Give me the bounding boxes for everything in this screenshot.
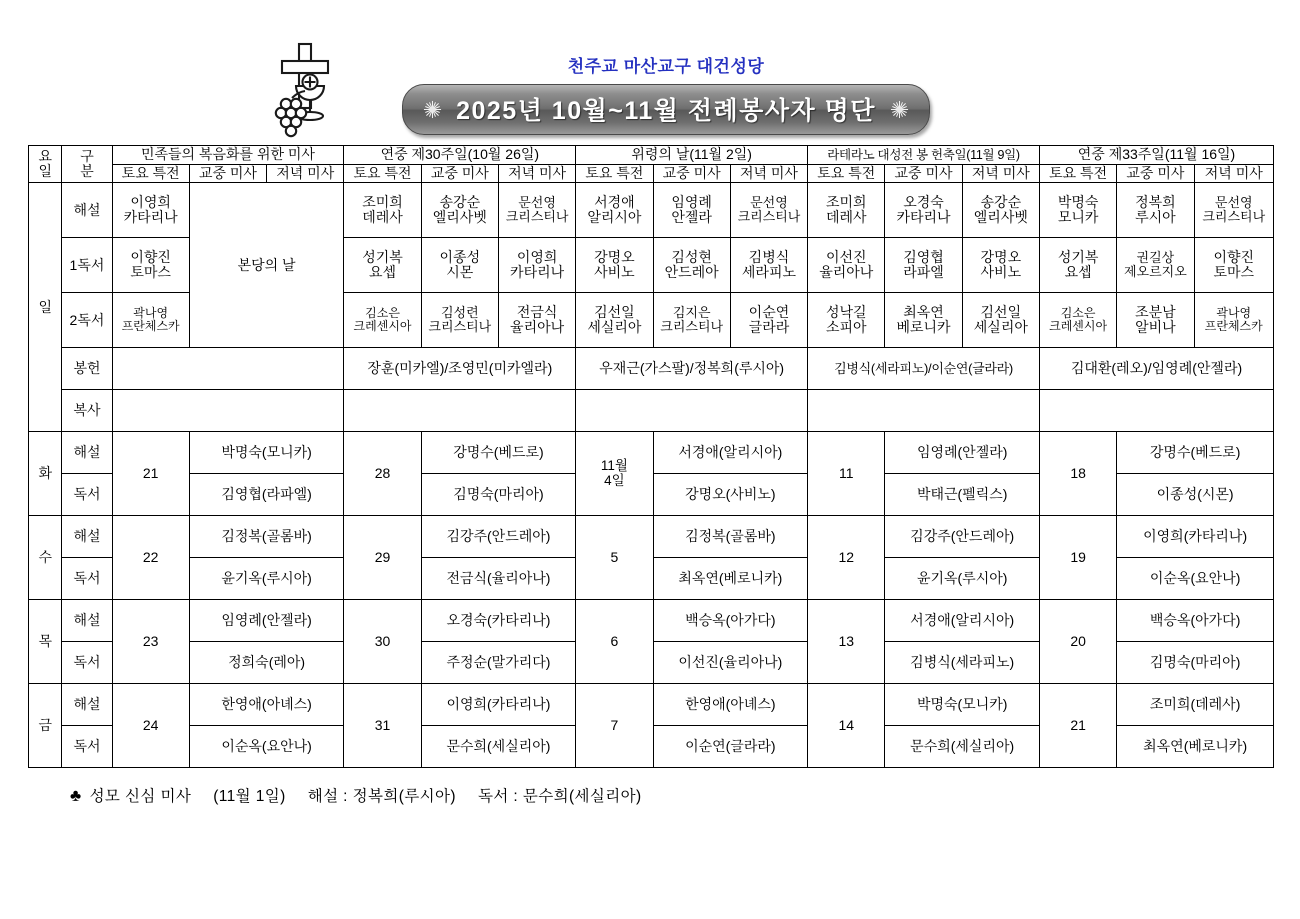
date-wed-4: 12 bbox=[808, 516, 885, 600]
mass-type-1-1: 토요 특전 bbox=[112, 164, 189, 183]
person-name: 김영협 bbox=[903, 248, 944, 265]
person-saint: 크리스티나 bbox=[1202, 209, 1266, 225]
person-saint: 안젤라 bbox=[671, 209, 712, 226]
person-name: 성기복 bbox=[1057, 248, 1099, 265]
cell-sunday-reading1-4 bbox=[498, 238, 575, 293]
cell-sunday-reading2-13 bbox=[1194, 293, 1273, 348]
person-name: 조미희 bbox=[362, 193, 403, 210]
cell-sunday-reading1-11 bbox=[1039, 238, 1116, 293]
footnote-date: (11월 1일) bbox=[213, 788, 286, 806]
person-saint: 토마스 bbox=[1213, 264, 1255, 281]
person-saint: 세실리아 bbox=[587, 319, 642, 336]
person-saint: 모니카 bbox=[1057, 209, 1099, 226]
sun-ornament-icon-right bbox=[890, 100, 909, 119]
cell-fri-3-narrator: 한영애(아녜스) bbox=[653, 684, 808, 726]
cell-sunday-narrator-2 bbox=[344, 183, 421, 238]
person-saint: 엘리사벳 bbox=[973, 209, 1028, 226]
person-saint: 크리스티나 bbox=[737, 209, 801, 225]
cell-sunday-narrator-1 bbox=[112, 183, 189, 238]
person-saint: 엘리사벳 bbox=[432, 209, 487, 226]
person-name: 오경숙 bbox=[903, 193, 944, 210]
person-saint: 글라라 bbox=[748, 319, 790, 336]
cell-sunday-narrator-12 bbox=[1117, 183, 1194, 238]
date-thu-4: 13 bbox=[808, 600, 885, 684]
cell-sunday-reading2-5 bbox=[576, 293, 653, 348]
mass-type-1-3: 저녁 미사 bbox=[267, 164, 344, 183]
mass-type-1-2: 교중 미사 bbox=[189, 164, 266, 183]
corner-division-text2: 분 bbox=[80, 163, 94, 180]
corner-weekday-text: 요 bbox=[38, 147, 52, 164]
role-label-wed-narrator: 해설 bbox=[62, 516, 112, 558]
person-name: 박명숙 bbox=[1057, 193, 1099, 210]
document-header bbox=[0, 0, 1300, 145]
cell-wed-1-narrator: 김정복(골롬바) bbox=[189, 516, 344, 558]
date-wed-3: 5 bbox=[576, 516, 653, 600]
cell-sunday-reading2-8 bbox=[808, 293, 885, 348]
role-label-tue-narrator: 해설 bbox=[62, 432, 112, 474]
person-name: 문선영 bbox=[1214, 194, 1253, 210]
person-name: 곽나영 bbox=[133, 305, 169, 320]
person-saint: 크리스티나 bbox=[505, 209, 569, 225]
person-saint: 요셉 bbox=[1064, 264, 1092, 281]
cell-fri-1-reader: 이순옥(요안나) bbox=[189, 726, 344, 768]
cell-tue-1-reader: 김영협(라파엘) bbox=[189, 474, 344, 516]
person-saint: 크레센시아 bbox=[353, 319, 412, 334]
date-tue-3: 11월 4일 bbox=[576, 432, 653, 516]
cell-thu-1-reader: 정희숙(레아) bbox=[189, 642, 344, 684]
person-name: 조미희 bbox=[825, 193, 867, 210]
person-name: 이영희 bbox=[516, 248, 558, 265]
header-text-block bbox=[366, 52, 966, 135]
role-label-narrator: 해설 bbox=[62, 183, 112, 238]
club-bullet-icon: ♣ bbox=[70, 786, 82, 806]
person-name: 권길상 bbox=[1136, 249, 1175, 265]
cell-altarserver-1 bbox=[112, 390, 344, 432]
cell-thu-3-narrator: 백승옥(아가다) bbox=[653, 600, 808, 642]
cell-sunday-reading2-12 bbox=[1117, 293, 1194, 348]
person-name: 이선진 bbox=[825, 248, 867, 265]
cell-thu-3-reader: 이선진(율리아나) bbox=[653, 642, 808, 684]
cell-wed-5-narrator: 이영희(카타리나) bbox=[1117, 516, 1274, 558]
cell-thu-4-reader: 김병식(세라피노) bbox=[885, 642, 1040, 684]
cell-tue-4-reader: 박태근(펠릭스) bbox=[885, 474, 1040, 516]
date-tue-1: 21 bbox=[112, 432, 189, 516]
cell-altarserver-2 bbox=[344, 390, 576, 432]
weekday-label-thu: 목 bbox=[29, 600, 62, 684]
person-saint: 데레사 bbox=[362, 209, 403, 226]
person-saint: 알비나 bbox=[1135, 319, 1176, 336]
cell-sunday-reading2-10 bbox=[962, 293, 1039, 348]
cell-sunday-narrator-4 bbox=[498, 183, 575, 238]
person-saint: 라파엘 bbox=[903, 264, 944, 281]
cross-chalice-grapes-icon bbox=[262, 42, 358, 140]
footnote-narrator: 해설 : 정복희(루시아) bbox=[307, 788, 456, 806]
person-name: 김선일 bbox=[980, 303, 1022, 320]
cell-tue-2-narrator: 강명수(베드로) bbox=[421, 432, 576, 474]
occasion-header-4: 라테라노 대성전 봉 헌축일(11월 9일) bbox=[808, 146, 1040, 165]
date-tue-2: 28 bbox=[344, 432, 421, 516]
person-name: 김성련 bbox=[440, 304, 479, 320]
cell-offering-5: 김대환(레오)/임영례(안젤라) bbox=[1039, 348, 1273, 390]
mass-type-4-2: 교중 미사 bbox=[885, 164, 962, 183]
role-label-tue-reader: 독서 bbox=[62, 474, 112, 516]
cell-wed-5-reader: 이순옥(요안나) bbox=[1117, 558, 1274, 600]
cell-tue-2-reader: 김명숙(마리아) bbox=[421, 474, 576, 516]
cell-sunday-reading1-1 bbox=[112, 238, 189, 293]
corner-weekday-label bbox=[29, 146, 62, 183]
cell-sunday-reading2-11 bbox=[1039, 293, 1116, 348]
person-name: 정복희 bbox=[1135, 193, 1176, 210]
cell-sunday-reading1-8 bbox=[808, 238, 885, 293]
person-saint: 프란체스카 bbox=[121, 319, 180, 334]
cell-sunday-reading1-12 bbox=[1117, 238, 1194, 293]
date-thu-3: 6 bbox=[576, 600, 653, 684]
person-saint: 세라피노 bbox=[741, 264, 797, 281]
cell-fri-4-narrator: 박명숙(모니카) bbox=[885, 684, 1040, 726]
cell-sunday-reading1-10 bbox=[962, 238, 1039, 293]
cell-fri-2-reader: 문수희(세실리아) bbox=[421, 726, 576, 768]
person-saint: 안드레아 bbox=[664, 264, 719, 281]
person-name: 임영례 bbox=[671, 193, 712, 210]
cell-tue-5-reader: 이종성(시몬) bbox=[1117, 474, 1274, 516]
cell-sunday-narrator-10 bbox=[962, 183, 1039, 238]
person-name: 김지은 bbox=[672, 304, 711, 320]
date-fri-3: 7 bbox=[576, 684, 653, 768]
occasion-header-5: 연중 제33주일(11월 16일) bbox=[1039, 146, 1273, 165]
cell-sunday-narrator-13 bbox=[1194, 183, 1273, 238]
date-fri-4: 14 bbox=[808, 684, 885, 768]
role-label-thu-narrator: 해설 bbox=[62, 600, 112, 642]
cell-wed-4-narrator: 김강주(안드레아) bbox=[885, 516, 1040, 558]
date-wed-2: 29 bbox=[344, 516, 421, 600]
role-label-reading2: 2독서 bbox=[62, 293, 112, 348]
cell-offering-4: 김병식(세라피노)/이순연(글라라) bbox=[808, 348, 1040, 390]
person-saint: 카타리나 bbox=[123, 209, 178, 226]
role-label-thu-reader: 독서 bbox=[62, 642, 112, 684]
cell-sunday-reading1-5 bbox=[576, 238, 653, 293]
cell-tue-1-narrator: 박명숙(모니카) bbox=[189, 432, 344, 474]
person-saint: 세실리아 bbox=[973, 319, 1028, 336]
table-header-occasions bbox=[29, 146, 1274, 165]
cell-wed-4-reader: 윤기옥(루시아) bbox=[885, 558, 1040, 600]
cell-fri-5-narrator: 조미희(데레사) bbox=[1117, 684, 1274, 726]
cell-sunday-narrator-11 bbox=[1039, 183, 1116, 238]
cell-thu-5-reader: 김명숙(마리아) bbox=[1117, 642, 1274, 684]
role-label-altarserver: 복사 bbox=[62, 390, 112, 432]
person-name: 김성현 bbox=[671, 248, 712, 265]
cell-thu-1-narrator: 임영례(안젤라) bbox=[189, 600, 344, 642]
person-saint: 요셉 bbox=[369, 264, 397, 281]
mass-type-5-1: 토요 특전 bbox=[1039, 164, 1116, 183]
person-name: 최옥연 bbox=[903, 303, 944, 320]
footnote-reader: 독서 : 문수희(세실리아) bbox=[477, 788, 642, 806]
date-thu-2: 30 bbox=[344, 600, 421, 684]
sunday-day-label: 일 bbox=[29, 183, 62, 432]
cell-tue-5-narrator: 강명수(베드로) bbox=[1117, 432, 1274, 474]
cell-sunday-reading1-9 bbox=[885, 238, 962, 293]
cell-wed-2-narrator: 김강주(안드레아) bbox=[421, 516, 576, 558]
cell-sunday-reading2-3 bbox=[421, 293, 498, 348]
cell-altarserver-4 bbox=[808, 390, 1040, 432]
cell-altarserver-3 bbox=[576, 390, 808, 432]
title-banner bbox=[402, 84, 930, 135]
mass-type-5-2: 교중 미사 bbox=[1117, 164, 1194, 183]
cell-sunday-narrator-9 bbox=[885, 183, 962, 238]
person-name: 강명오 bbox=[594, 248, 635, 265]
mass-type-5-3: 저녁 미사 bbox=[1194, 164, 1273, 183]
person-saint: 베로니카 bbox=[896, 319, 951, 336]
person-name: 김소은 bbox=[365, 305, 400, 320]
sunday-row-narrator bbox=[29, 183, 1274, 238]
cell-sunday-narrator-7 bbox=[730, 183, 807, 238]
person-saint: 사비노 bbox=[980, 264, 1022, 281]
person-name: 이종성 bbox=[439, 248, 481, 265]
mass-type-4-3: 저녁 미사 bbox=[962, 164, 1039, 183]
cell-sunday-reading2-1 bbox=[112, 293, 189, 348]
person-name: 이향진 bbox=[1213, 248, 1255, 265]
mass-type-3-1: 토요 특전 bbox=[576, 164, 653, 183]
schedule-table bbox=[28, 145, 1274, 768]
occasion-header-1: 민족들의 복음화를 위한 미사 bbox=[112, 146, 344, 165]
person-saint: 소피아 bbox=[825, 319, 867, 336]
cell-sunday-reading1-2 bbox=[344, 238, 421, 293]
sunday-row-altarserver bbox=[29, 390, 1274, 432]
cell-sunday-reading2-7 bbox=[730, 293, 807, 348]
cell-sunday-reading2-4 bbox=[498, 293, 575, 348]
person-saint: 크레센시아 bbox=[1049, 319, 1108, 334]
date-wed-5: 19 bbox=[1039, 516, 1116, 600]
person-name: 전금식 bbox=[516, 303, 558, 320]
cell-altarserver-5 bbox=[1039, 390, 1273, 432]
weekday-label-tue: 화 bbox=[29, 432, 62, 516]
cell-thu-4-narrator: 서경애(알리시아) bbox=[885, 600, 1040, 642]
person-name: 김소은 bbox=[1060, 305, 1096, 320]
cell-tue-3-narrator: 서경애(알리시아) bbox=[653, 432, 808, 474]
table-header-mass-types bbox=[29, 164, 1274, 183]
cell-sunday-narrator-8 bbox=[808, 183, 885, 238]
weekday-tue-row-narrator bbox=[29, 432, 1274, 474]
mass-type-3-3: 저녁 미사 bbox=[730, 164, 807, 183]
person-name: 성낙길 bbox=[825, 303, 867, 320]
weekday-fri-row-narrator bbox=[29, 684, 1274, 726]
date-tue-5: 18 bbox=[1039, 432, 1116, 516]
person-saint: 시몬 bbox=[446, 264, 474, 281]
person-saint: 토마스 bbox=[130, 264, 171, 281]
date-tue-4: 11 bbox=[808, 432, 885, 516]
date-fri-5: 21 bbox=[1039, 684, 1116, 768]
cell-offering-3: 우재근(가스팔)/정복희(루시아) bbox=[576, 348, 808, 390]
role-label-offering: 봉헌 bbox=[62, 348, 112, 390]
cell-sunday-reading1-6 bbox=[653, 238, 730, 293]
weekday-label-fri: 금 bbox=[29, 684, 62, 768]
person-name: 이순연 bbox=[748, 303, 790, 320]
cell-fri-3-reader: 이순연(글라라) bbox=[653, 726, 808, 768]
person-name: 문선영 bbox=[750, 194, 788, 210]
person-saint: 데레사 bbox=[825, 209, 867, 226]
date-fri-1: 24 bbox=[112, 684, 189, 768]
cell-wed-2-reader: 전금식(율리아나) bbox=[421, 558, 576, 600]
person-name: 성기복 bbox=[362, 248, 403, 265]
cell-fri-5-reader: 최옥연(베로니카) bbox=[1117, 726, 1274, 768]
cell-fri-1-narrator: 한영애(아녜스) bbox=[189, 684, 344, 726]
cell-sunday-reading1-13 bbox=[1194, 238, 1273, 293]
person-name: 송강순 bbox=[439, 193, 481, 210]
weekday-thu-row-narrator bbox=[29, 600, 1274, 642]
mass-type-2-1: 토요 특전 bbox=[344, 164, 421, 183]
person-name: 송강순 bbox=[980, 193, 1022, 210]
corner-weekday-text2: 일 bbox=[38, 163, 52, 180]
person-saint: 알리시아 bbox=[587, 209, 642, 226]
person-saint: 카타리나 bbox=[896, 209, 951, 226]
mass-type-2-3: 저녁 미사 bbox=[498, 164, 575, 183]
occasion-header-2: 연중 제30주일(10월 26일) bbox=[344, 146, 576, 165]
cell-fri-2-narrator: 이영희(카타리나) bbox=[421, 684, 576, 726]
parish-name: 천주교 마산교구 대건성당 bbox=[567, 57, 765, 76]
cell-sunday-reading2-2 bbox=[344, 293, 421, 348]
person-name: 김병식 bbox=[748, 248, 790, 265]
person-saint: 프란체스카 bbox=[1204, 319, 1263, 334]
cell-sunday-reading2-6 bbox=[653, 293, 730, 348]
footnote-mass-name: 성모 신심 미사 bbox=[89, 788, 192, 806]
cell-offering-1 bbox=[112, 348, 344, 390]
cell-wed-1-reader: 윤기옥(루시아) bbox=[189, 558, 344, 600]
cell-sunday-reading2-9 bbox=[885, 293, 962, 348]
person-saint: 크리스티나 bbox=[428, 319, 492, 335]
date-thu-5: 20 bbox=[1039, 600, 1116, 684]
weekday-wed-row-narrator bbox=[29, 516, 1274, 558]
cell-sunday-reading1-3 bbox=[421, 238, 498, 293]
role-label-fri-reader: 독서 bbox=[62, 726, 112, 768]
person-name: 김선일 bbox=[594, 303, 635, 320]
person-saint: 율리아나 bbox=[819, 264, 874, 281]
cell-sunday-reading1-7 bbox=[730, 238, 807, 293]
person-saint: 율리아나 bbox=[510, 319, 565, 336]
person-name: 이영희 bbox=[130, 193, 171, 210]
person-saint: 카타리나 bbox=[510, 264, 565, 281]
corner-division-label bbox=[62, 146, 112, 183]
sun-ornament-icon-left bbox=[423, 100, 442, 119]
date-thu-1: 23 bbox=[112, 600, 189, 684]
cell-thu-2-reader: 주정순(말가리다) bbox=[421, 642, 576, 684]
footnote bbox=[70, 784, 1300, 806]
cell-sunday-narrator-3 bbox=[421, 183, 498, 238]
cell-parish-day: 본당의 날 bbox=[189, 183, 344, 348]
cell-thu-2-narrator: 오경숙(카타리나) bbox=[421, 600, 576, 642]
role-label-wed-reader: 독서 bbox=[62, 558, 112, 600]
mass-type-2-2: 교중 미사 bbox=[421, 164, 498, 183]
person-saint: 크리스티나 bbox=[660, 319, 724, 335]
person-name: 강명오 bbox=[980, 248, 1022, 265]
person-saint: 사비노 bbox=[594, 264, 635, 281]
mass-type-3-2: 교중 미사 bbox=[653, 164, 730, 183]
weekday-label-wed: 수 bbox=[29, 516, 62, 600]
cell-sunday-narrator-5 bbox=[576, 183, 653, 238]
corner-division-text: 구 bbox=[80, 147, 94, 164]
cell-offering-2: 장훈(미카엘)/조영민(미카엘라) bbox=[344, 348, 576, 390]
cell-wed-3-reader: 최옥연(베로니카) bbox=[653, 558, 808, 600]
role-label-reading1: 1독서 bbox=[62, 238, 112, 293]
document-title: 2025년 10월~11월 전례봉사자 명단 bbox=[456, 97, 876, 125]
occasion-header-3: 위령의 날(11월 2일) bbox=[576, 146, 808, 165]
cell-fri-4-reader: 문수희(세실리아) bbox=[885, 726, 1040, 768]
person-name: 문선영 bbox=[518, 194, 556, 210]
person-name: 곽나영 bbox=[1216, 305, 1252, 320]
person-name: 서경애 bbox=[594, 193, 635, 210]
person-name: 조분남 bbox=[1135, 303, 1176, 320]
cell-sunday-narrator-6 bbox=[653, 183, 730, 238]
sunday-row-offering bbox=[29, 348, 1274, 390]
date-fri-2: 31 bbox=[344, 684, 421, 768]
cell-tue-3-reader: 강명오(사비노) bbox=[653, 474, 808, 516]
cell-tue-4-narrator: 임영례(안젤라) bbox=[885, 432, 1040, 474]
date-wed-1: 22 bbox=[112, 516, 189, 600]
mass-type-4-1: 토요 특전 bbox=[808, 164, 885, 183]
cell-wed-3-narrator: 김정복(골롬바) bbox=[653, 516, 808, 558]
cell-thu-5-narrator: 백승옥(아가다) bbox=[1117, 600, 1274, 642]
person-saint: 제오르지오 bbox=[1123, 264, 1187, 280]
person-name: 이향진 bbox=[130, 248, 171, 265]
role-label-fri-narrator: 해설 bbox=[62, 684, 112, 726]
person-saint: 루시아 bbox=[1135, 209, 1176, 226]
